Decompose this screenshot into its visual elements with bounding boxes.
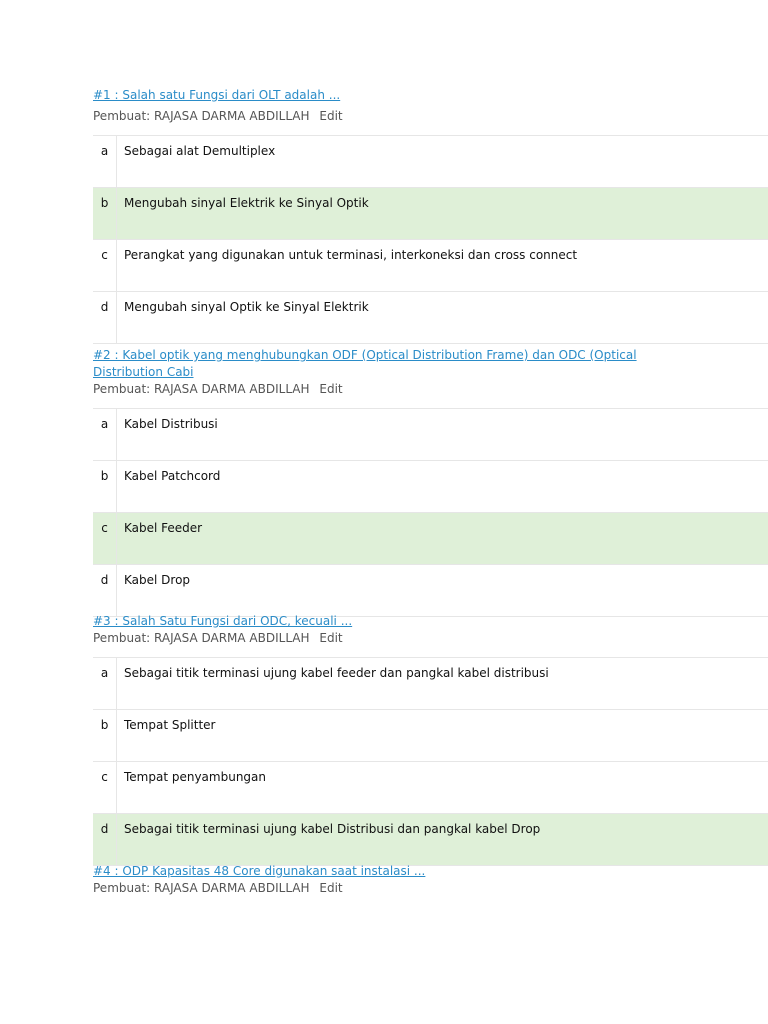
option-row bbox=[93, 240, 768, 292]
options-table bbox=[93, 408, 768, 617]
author-line bbox=[93, 108, 768, 125]
option-text: Kabel Patchcord bbox=[117, 461, 768, 513]
option-text: Sebagai titik terminasi ujung kabel Distribusi dan pangkal kabel Drop bbox=[117, 814, 768, 866]
option-row bbox=[93, 710, 768, 762]
option-row bbox=[93, 565, 768, 617]
author-label: Pembuat: RAJASA DARMA ABDILLAH bbox=[93, 109, 310, 123]
author-line bbox=[93, 880, 671, 897]
option-row-correct bbox=[93, 513, 768, 565]
options-table bbox=[93, 657, 768, 866]
edit-link[interactable]: Edit bbox=[319, 631, 343, 645]
question-title-link[interactable]: #2 : Kabel optik yang menghubungkan ODF (Optical Distribution Frame) dan ODC (Optical Distribution Cabi bbox=[93, 348, 637, 379]
option-key: d bbox=[93, 565, 117, 617]
option-key: c bbox=[93, 762, 117, 814]
author-label: Pembuat: RAJASA DARMA ABDILLAH bbox=[93, 881, 310, 895]
question-block bbox=[93, 347, 768, 617]
option-key: a bbox=[93, 409, 117, 461]
options-table bbox=[93, 135, 768, 344]
option-key: c bbox=[93, 240, 117, 292]
question-title-link[interactable]: #4 : ODP Kapasitas 48 Core digunakan saat instalasi ... bbox=[93, 864, 426, 878]
option-row bbox=[93, 762, 768, 814]
author-label: Pembuat: RAJASA DARMA ABDILLAH bbox=[93, 631, 310, 645]
option-key: d bbox=[93, 292, 117, 344]
question-title-link[interactable]: #1 : Salah satu Fungsi dari OLT adalah ... bbox=[93, 88, 341, 102]
option-row-correct bbox=[93, 188, 768, 240]
option-text: Sebagai alat Demultiplex bbox=[117, 136, 768, 188]
option-text: Tempat Splitter bbox=[117, 710, 768, 762]
option-key: b bbox=[93, 710, 117, 762]
option-key: a bbox=[93, 136, 117, 188]
option-key: c bbox=[93, 513, 117, 565]
option-text: Mengubah sinyal Elektrik ke Sinyal Optik bbox=[117, 188, 768, 240]
option-key: d bbox=[93, 814, 117, 866]
option-row bbox=[93, 461, 768, 513]
option-row bbox=[93, 136, 768, 188]
option-text: Tempat penyambungan bbox=[117, 762, 768, 814]
option-row bbox=[93, 658, 768, 710]
option-key: b bbox=[93, 461, 117, 513]
edit-link[interactable]: Edit bbox=[319, 382, 343, 396]
option-text: Mengubah sinyal Optik ke Sinyal Elektrik bbox=[117, 292, 768, 344]
option-key: b bbox=[93, 188, 117, 240]
question-block bbox=[93, 613, 768, 866]
option-text: Kabel Feeder bbox=[117, 513, 768, 565]
question-title-link[interactable]: #3 : Salah Satu Fungsi dari ODC, kecuali ... bbox=[93, 614, 353, 628]
question-block bbox=[93, 863, 671, 897]
option-text: Kabel Drop bbox=[117, 565, 768, 617]
option-text: Kabel Distribusi bbox=[117, 409, 768, 461]
edit-link[interactable]: Edit bbox=[319, 881, 343, 895]
option-text: Perangkat yang digunakan untuk terminasi, interkoneksi dan cross connect bbox=[117, 240, 768, 292]
author-label: Pembuat: RAJASA DARMA ABDILLAH bbox=[93, 382, 310, 396]
option-key: a bbox=[93, 658, 117, 710]
question-block bbox=[93, 87, 768, 344]
author-line bbox=[93, 381, 768, 398]
option-row-correct bbox=[93, 814, 768, 866]
author-line bbox=[93, 630, 768, 647]
option-text: Sebagai titik terminasi ujung kabel feeder dan pangkal kabel distribusi bbox=[117, 658, 768, 710]
edit-link[interactable]: Edit bbox=[319, 109, 343, 123]
option-row bbox=[93, 292, 768, 344]
option-row bbox=[93, 409, 768, 461]
